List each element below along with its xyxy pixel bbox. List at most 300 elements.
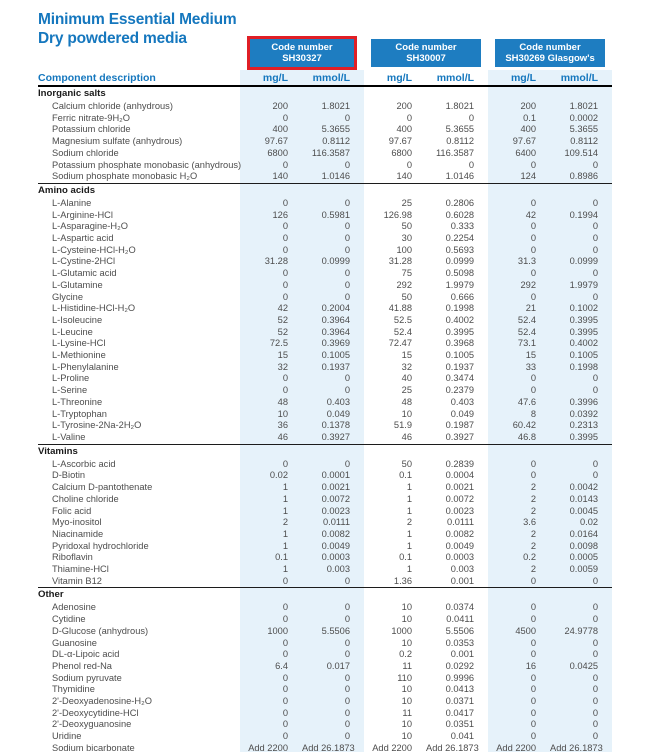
table-row <box>38 280 612 292</box>
value-cell: 0 <box>488 268 550 280</box>
value-cell: 0.1002 <box>550 303 612 315</box>
value-cell: 25 <box>401 197 413 208</box>
table-row <box>38 160 612 172</box>
value-cell: 0.2 <box>488 552 550 564</box>
value-cell: 1 <box>406 540 413 551</box>
value-cell: 0 <box>240 649 302 661</box>
component-name: L-Alanine <box>52 197 92 208</box>
value-cell: 0.0111 <box>302 517 364 529</box>
component-name: L-Serine <box>52 385 88 396</box>
value-cell: 1.9979 <box>550 280 612 292</box>
value-cell: 0.049 <box>450 408 475 419</box>
value-cell: 140 <box>240 171 302 183</box>
table-row <box>38 614 612 626</box>
table-row <box>38 373 612 385</box>
value-cell: 32 <box>401 361 413 372</box>
value-cell: 0 <box>488 708 550 720</box>
value-cell: 0 <box>302 245 364 257</box>
unit-header-mmol: mmol/L <box>550 70 612 86</box>
value-cell: 0 <box>302 459 364 471</box>
value-cell: 50 <box>401 221 413 232</box>
component-name: Niacinamide <box>52 528 104 539</box>
value-cell: 1 <box>406 564 413 575</box>
value-cell: 0.0392 <box>550 409 612 421</box>
table-row <box>38 626 612 638</box>
component-name: 2'-Deoxycytidine-HCl <box>52 707 139 718</box>
table-row <box>38 268 612 280</box>
value-cell: 46.8 <box>488 432 550 444</box>
value-cell: 0 <box>488 731 550 743</box>
value-cell: 200 <box>396 101 413 111</box>
value-cell: 0.0003 <box>445 552 475 563</box>
value-cell: 0.1005 <box>302 350 364 362</box>
value-cell: 1 <box>406 482 413 493</box>
value-cell: Add 26.1873 <box>302 743 364 752</box>
value-cell: 15 <box>401 350 413 361</box>
value-cell: 0.2806 <box>445 197 475 208</box>
value-cell: 0 <box>488 602 550 614</box>
value-cell: 0 <box>240 684 302 696</box>
component-name: Potassium chloride <box>52 124 131 135</box>
component-name: Myo-inositol <box>52 517 102 528</box>
table-row <box>38 743 612 752</box>
value-cell: 0 <box>550 221 612 233</box>
value-cell: 0 <box>302 673 364 685</box>
value-cell: 0.1998 <box>550 362 612 374</box>
value-cell: 0.0001 <box>302 470 364 482</box>
value-cell: 0 <box>550 268 612 280</box>
value-cell: 200 <box>240 101 302 113</box>
section-spacer-cell <box>488 444 550 459</box>
value-cell: 0.2379 <box>445 385 475 396</box>
value-cell: 0 <box>550 470 612 482</box>
table-row <box>38 148 612 160</box>
section-spacer-cell <box>488 183 550 198</box>
value-cell: 0 <box>550 673 612 685</box>
table-row <box>38 529 612 541</box>
value-cell: 0 <box>488 638 550 650</box>
value-cell: 0 <box>302 719 364 731</box>
value-cell: 10 <box>401 684 413 695</box>
value-cell: 0.6028 <box>445 209 475 220</box>
unit-header-mmol: mmol/L <box>426 70 488 86</box>
section-spacer-cell <box>488 588 550 603</box>
component-name: Riboflavin <box>52 552 93 563</box>
value-cell: 0 <box>550 233 612 245</box>
product-header-cell-1 <box>240 36 364 70</box>
value-cell: 24.9778 <box>550 626 612 638</box>
value-cell: 0.4002 <box>550 338 612 350</box>
code-number-label: Code number <box>395 42 457 53</box>
value-cell: 0.0021 <box>445 482 475 493</box>
table-row <box>38 327 612 339</box>
component-name: L-Tyrosine-2Na-2H₂O <box>52 420 142 431</box>
value-cell: 0 <box>550 576 612 588</box>
value-cell: 0.0072 <box>445 493 475 504</box>
value-cell: 0.0082 <box>302 529 364 541</box>
component-name: Sodium phosphate monobasic H₂O <box>52 171 198 182</box>
value-cell: 0 <box>302 684 364 696</box>
value-cell: 1 <box>240 482 302 494</box>
value-cell: 0.003 <box>302 564 364 576</box>
table-row <box>38 517 612 529</box>
value-cell: 0 <box>302 233 364 245</box>
section-spacer-cell <box>302 588 364 603</box>
value-cell: 1 <box>406 505 413 516</box>
table-row <box>38 564 612 576</box>
value-cell: 5.5506 <box>445 625 475 636</box>
value-cell: 0 <box>240 113 302 125</box>
component-name: Thiamine-HCl <box>52 564 109 575</box>
value-cell: 11 <box>402 660 413 671</box>
value-cell: 10 <box>401 614 413 625</box>
value-cell: 0.0413 <box>445 684 475 695</box>
value-cell: 0 <box>240 198 302 210</box>
value-cell: 0.02 <box>240 470 302 482</box>
value-cell: 4500 <box>488 626 550 638</box>
value-cell: 2 <box>406 517 413 528</box>
value-cell: 51.9 <box>393 420 413 431</box>
table-row <box>38 124 612 136</box>
value-cell: 50 <box>401 458 413 469</box>
value-cell: 0 <box>488 576 550 588</box>
value-cell: 0 <box>488 373 550 385</box>
value-cell: 1.36 <box>393 575 413 586</box>
component-name: Folic acid <box>52 505 92 516</box>
section-spacer-cell <box>426 86 488 101</box>
product-header-cell-2 <box>364 36 488 70</box>
header-spacer <box>38 36 240 70</box>
value-cell: 0 <box>302 708 364 720</box>
section-spacer-cell <box>364 444 426 459</box>
value-cell: 40 <box>401 373 413 384</box>
component-name: Sodium pyruvate <box>52 672 122 683</box>
value-cell: 1.0146 <box>302 171 364 183</box>
value-cell: 0.2254 <box>445 233 475 244</box>
value-cell: 0.1998 <box>445 303 475 314</box>
value-cell: 0 <box>488 245 550 257</box>
component-description-header: Component description <box>38 70 240 86</box>
table-row <box>38 171 612 183</box>
value-cell: 0 <box>240 268 302 280</box>
table-row <box>38 541 612 553</box>
section-title: Inorganic salts <box>38 88 106 99</box>
value-cell: 31.3 <box>488 256 550 268</box>
value-cell: 0.0999 <box>550 256 612 268</box>
component-name: L-Ascorbic acid <box>52 458 116 469</box>
value-cell: 47.6 <box>488 397 550 409</box>
table-row <box>38 673 612 685</box>
value-cell: 30 <box>401 233 413 244</box>
table-row <box>38 101 612 113</box>
value-cell: 0 <box>240 602 302 614</box>
value-cell: 0.8986 <box>550 171 612 183</box>
value-cell: 0 <box>406 112 413 123</box>
value-cell: 2 <box>488 541 550 553</box>
value-cell: 0.2839 <box>445 458 475 469</box>
code-number-label: Code number <box>271 42 333 53</box>
value-cell: 0 <box>550 614 612 626</box>
component-name: L-Tryptophan <box>52 408 107 419</box>
component-name: L-Threonine <box>52 396 103 407</box>
value-cell: 0 <box>302 268 364 280</box>
value-cell: 0 <box>488 292 550 304</box>
value-cell: 0.1 <box>399 552 413 563</box>
value-cell: 0.0004 <box>445 470 475 481</box>
value-cell: 2 <box>488 494 550 506</box>
value-cell: 1 <box>240 541 302 553</box>
value-cell: 0.049 <box>302 409 364 421</box>
component-name: L-Aspartic acid <box>52 233 114 244</box>
value-cell: 0.0082 <box>445 528 475 539</box>
value-cell: 0 <box>550 696 612 708</box>
section-spacer-cell <box>302 183 364 198</box>
table-row <box>38 696 612 708</box>
value-cell: 1 <box>406 493 413 504</box>
value-cell: 97.67 <box>240 136 302 148</box>
value-cell: 48 <box>401 396 413 407</box>
value-cell: 0.0425 <box>550 661 612 673</box>
value-cell: 0.0351 <box>445 719 475 730</box>
component-name: D-Glucose (anhydrous) <box>52 625 149 636</box>
value-cell: 0.0411 <box>446 614 475 625</box>
value-cell: 0 <box>488 673 550 685</box>
component-name: Magnesium sulfate (anhydrous) <box>52 136 183 147</box>
value-cell: 0.1005 <box>445 350 475 361</box>
component-name: Glycine <box>52 291 84 302</box>
value-cell: 0 <box>488 221 550 233</box>
table-row <box>38 233 612 245</box>
table-row <box>38 113 612 125</box>
table-row <box>38 385 612 397</box>
component-name: L-Histidine-HCl-H₂O <box>52 303 136 314</box>
value-cell: 0 <box>468 112 475 123</box>
component-name: D-Biotin <box>52 470 86 481</box>
value-cell: 400 <box>488 124 550 136</box>
component-name: Choline chloride <box>52 493 119 504</box>
value-cell: 0 <box>240 731 302 743</box>
value-cell: 0.2313 <box>550 420 612 432</box>
value-cell: 100 <box>396 244 413 255</box>
value-cell: 6400 <box>488 148 550 160</box>
table-row <box>38 256 612 268</box>
value-cell: 110 <box>397 672 413 683</box>
value-cell: 0 <box>240 614 302 626</box>
component-name: Thymidine <box>52 684 95 695</box>
value-cell: 32 <box>240 362 302 374</box>
component-name: L-Phenylalanine <box>52 361 119 372</box>
value-cell: 0 <box>550 385 612 397</box>
value-cell: 5.3655 <box>302 124 364 136</box>
value-cell: 400 <box>240 124 302 136</box>
value-cell: 0.8112 <box>550 136 612 148</box>
value-cell: 52 <box>240 327 302 339</box>
value-cell: 75 <box>401 268 413 279</box>
value-cell: 42 <box>240 303 302 315</box>
value-cell: 1 <box>240 564 302 576</box>
value-cell: 6800 <box>240 148 302 160</box>
value-cell: 0 <box>302 602 364 614</box>
value-cell: 0 <box>240 385 302 397</box>
component-name: L-Valine <box>52 431 86 442</box>
value-cell: 0 <box>488 459 550 471</box>
component-name: L-Isoleucine <box>52 314 103 325</box>
component-name: Adenosine <box>52 602 96 613</box>
value-cell: 0 <box>302 638 364 650</box>
units-row <box>38 70 612 86</box>
section-spacer-cell <box>364 183 426 198</box>
value-cell: 0.0021 <box>302 482 364 494</box>
section-title: Other <box>38 588 240 603</box>
value-cell: 0.8112 <box>302 136 364 148</box>
value-cell: 6.4 <box>240 661 302 673</box>
value-cell: 0 <box>488 614 550 626</box>
value-cell: 0 <box>488 160 550 172</box>
table-row <box>38 602 612 614</box>
value-cell: 0.3995 <box>550 315 612 327</box>
value-cell: 0 <box>240 708 302 720</box>
value-cell: 10 <box>401 696 413 707</box>
value-cell: 0.0999 <box>302 256 364 268</box>
value-cell: 10 <box>401 637 413 648</box>
value-cell: Add 2200 <box>240 743 302 752</box>
value-cell: 0.041 <box>450 731 475 742</box>
value-cell: 0.017 <box>302 661 364 673</box>
table-row <box>38 350 612 362</box>
value-cell: 25 <box>401 385 413 396</box>
table-row <box>38 649 612 661</box>
table-row <box>38 731 612 743</box>
formulation-table <box>38 36 612 752</box>
value-cell: 0 <box>302 576 364 588</box>
code-number-box-sh30327 <box>247 36 357 70</box>
value-cell: 36 <box>240 420 302 432</box>
component-name: 2'-Deoxyguanosine <box>52 719 132 730</box>
value-cell: 0 <box>240 292 302 304</box>
value-cell: Add 2200 <box>364 743 426 752</box>
value-cell: 1 <box>240 506 302 518</box>
value-cell: 0.0059 <box>550 564 612 576</box>
section-spacer-cell <box>240 444 302 459</box>
value-cell: 0.001 <box>450 649 475 660</box>
component-name: L-Proline <box>52 373 90 384</box>
table-row <box>38 397 612 409</box>
unit-header-mg: mg/L <box>488 70 550 86</box>
section-title: Vitamins <box>38 444 240 459</box>
value-cell: 0 <box>302 221 364 233</box>
value-cell: 0 <box>550 602 612 614</box>
section-spacer-cell <box>426 588 488 603</box>
value-cell: 0.1 <box>399 470 413 481</box>
value-cell: 0 <box>488 233 550 245</box>
section-spacer-cell <box>426 444 488 459</box>
value-cell: 0.0143 <box>550 494 612 506</box>
section-header-row <box>38 183 612 198</box>
value-cell: 0 <box>240 280 302 292</box>
table-row <box>38 221 612 233</box>
table-row <box>38 420 612 432</box>
value-cell: 0.0023 <box>445 505 475 516</box>
value-cell: 10 <box>401 731 413 742</box>
value-cell: 0 <box>240 233 302 245</box>
value-cell: 0.0164 <box>550 529 612 541</box>
value-cell: 0.333 <box>450 221 475 232</box>
value-cell: 0.3995 <box>550 432 612 444</box>
component-name: L-Cysteine-HCl-H₂O <box>52 244 136 255</box>
component-name: Sodium chloride <box>52 147 119 158</box>
value-cell: 0.0098 <box>550 541 612 553</box>
value-cell: 0 <box>550 245 612 257</box>
value-cell: 1.8021 <box>550 101 612 113</box>
value-cell: 124 <box>488 171 550 183</box>
value-cell: 0.403 <box>302 397 364 409</box>
value-cell: 2 <box>240 517 302 529</box>
value-cell: 5.3655 <box>445 124 475 135</box>
value-cell: 200 <box>488 101 550 113</box>
value-cell: 0 <box>550 638 612 650</box>
value-cell: 0 <box>550 459 612 471</box>
value-cell: 21 <box>488 303 550 315</box>
value-cell: 8 <box>488 409 550 421</box>
value-cell: 10 <box>401 408 413 419</box>
table-row <box>38 708 612 720</box>
value-cell: 0 <box>488 696 550 708</box>
section-spacer-cell <box>364 588 426 603</box>
value-cell: 109.514 <box>550 148 612 160</box>
section-spacer-cell <box>550 183 612 198</box>
value-cell: 0.0049 <box>445 540 475 551</box>
value-cell: 0 <box>240 638 302 650</box>
value-cell: 15 <box>488 350 550 362</box>
component-name: Pyridoxal hydrochloride <box>52 540 149 551</box>
value-cell: 0.5098 <box>445 268 475 279</box>
value-cell: 0 <box>550 731 612 743</box>
value-cell: 0 <box>488 649 550 661</box>
value-cell: 0 <box>240 221 302 233</box>
value-cell: 11 <box>402 707 413 718</box>
value-cell: 0 <box>302 373 364 385</box>
component-name: Calcium chloride (anhydrous) <box>52 101 173 111</box>
value-cell: 5.5506 <box>302 626 364 638</box>
value-cell: 0 <box>488 470 550 482</box>
value-cell: 0.0417 <box>445 707 475 718</box>
value-cell: Add 26.1873 <box>550 743 612 752</box>
value-cell: 97.67 <box>488 136 550 148</box>
value-cell: 2 <box>488 482 550 494</box>
value-cell: 0 <box>550 292 612 304</box>
section-spacer-cell <box>488 86 550 101</box>
component-name: L-Arginine-HCl <box>52 209 113 220</box>
component-name: Phenol red-Na <box>52 660 112 671</box>
section-spacer-cell <box>364 86 426 101</box>
value-cell: 0.0042 <box>550 482 612 494</box>
value-cell: 0 <box>240 373 302 385</box>
value-cell: 97.67 <box>388 136 413 147</box>
value-cell: 15 <box>240 350 302 362</box>
value-cell: 0 <box>550 684 612 696</box>
value-cell: 0 <box>240 245 302 257</box>
value-cell: 52.4 <box>393 326 413 337</box>
value-cell: 0.5981 <box>302 210 364 222</box>
value-cell: 0 <box>302 292 364 304</box>
value-cell: 0.0292 <box>445 660 475 671</box>
value-cell: 0 <box>302 160 364 172</box>
value-cell: 10 <box>401 602 413 613</box>
table-row <box>38 470 612 482</box>
value-cell: 0.3996 <box>550 397 612 409</box>
component-name: Calcium D-pantothenate <box>52 482 153 493</box>
value-cell: 52.5 <box>393 314 413 325</box>
